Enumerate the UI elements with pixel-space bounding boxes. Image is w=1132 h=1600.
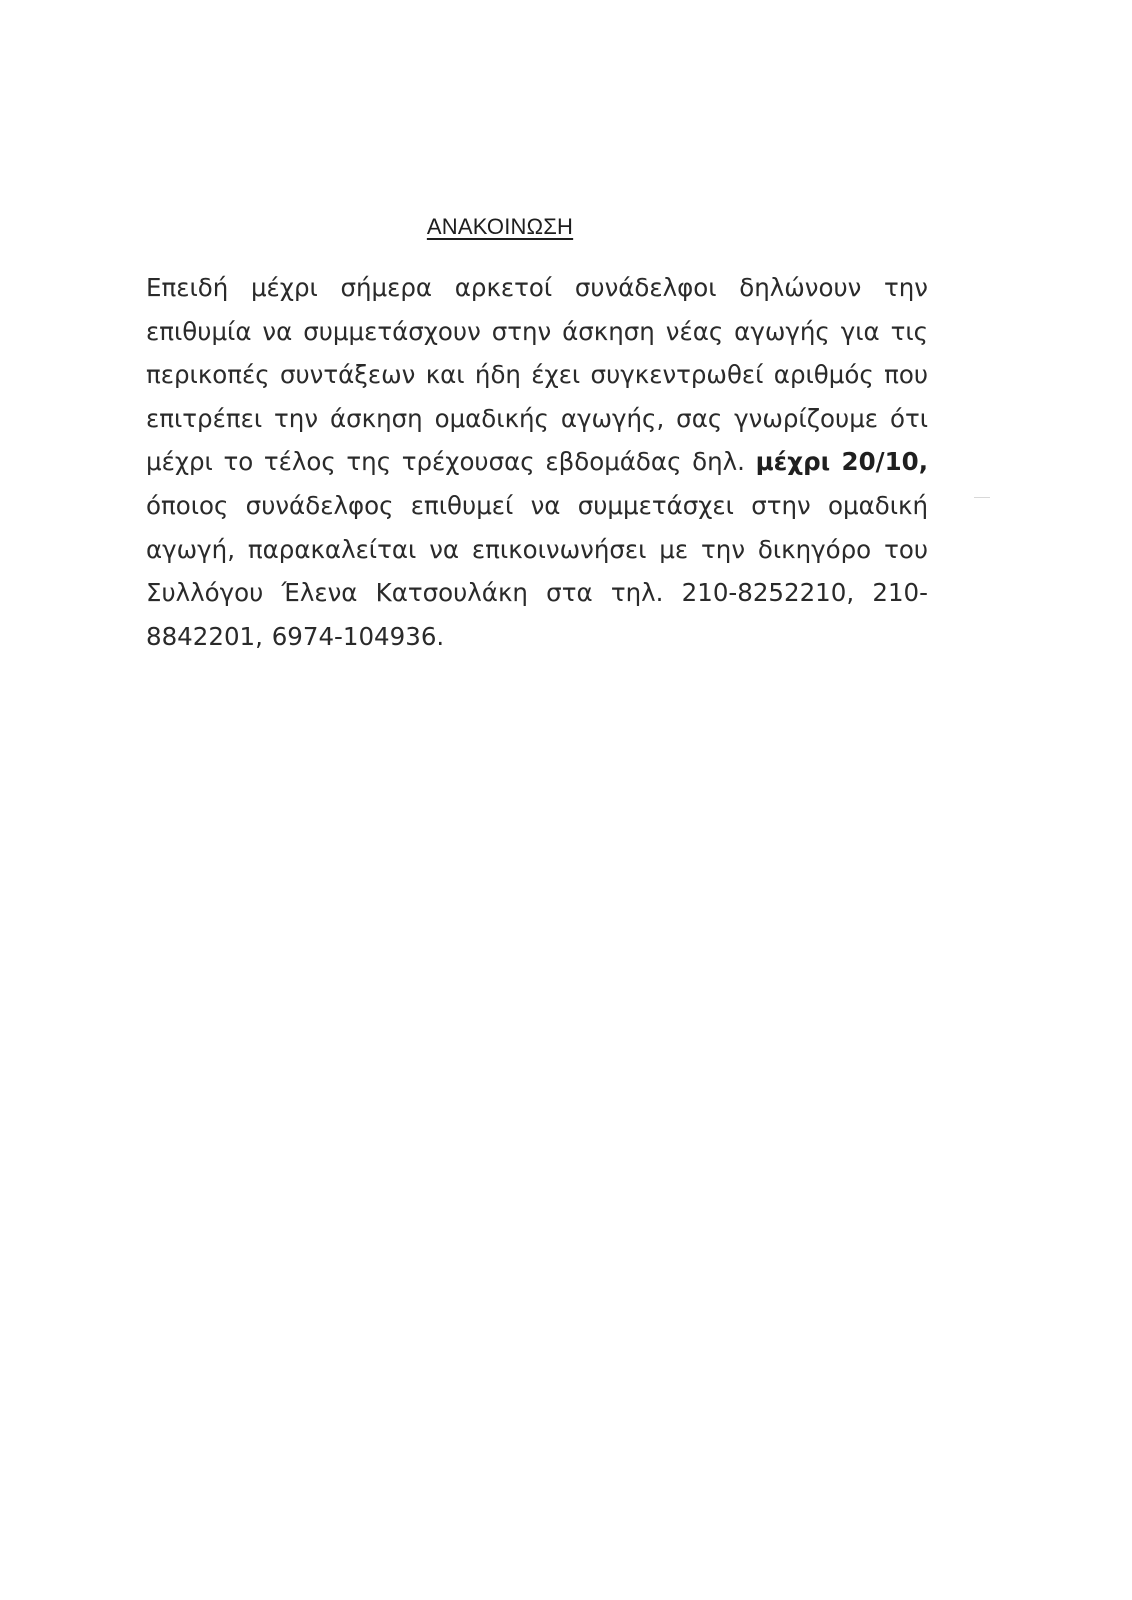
paragraph-text-after-deadline: όποιος συνάδελφος επιθυμεί να συμμετάσχει στην ομαδική αγωγή, παρακαλείται να επικοινωνήσει με την δικηγόρο του Συλλόγου Έλενα Κατσουλάκη στα τηλ. 210-8252210, 210-8842201, 6974-104936. <box>146 490 928 651</box>
document-title: ΑΝΑΚΟΙΝΩΣΗ <box>426 214 574 239</box>
scan-artifact-mark <box>974 497 990 498</box>
announcement-paragraph <box>146 266 928 658</box>
deadline-bold-text: μέχρι 20/10, <box>755 447 928 477</box>
paragraph-text-before-deadline: Επειδή μέχρι σήμερα αρκετοί συνάδελφοι δηλώνουν την επιθυμία να συμμετάσχουν στην άσκηση νέας αγωγής για τις περικοπές συντάξεων και ήδη έχει συγκεντρωθεί αριθμός που επιτρέπει την άσκηση ομαδικής αγωγής, σας γνωρίζουμε ότι μέχρι το τέλος της τρέχουσας εβδομάδας δηλ. <box>146 273 928 477</box>
